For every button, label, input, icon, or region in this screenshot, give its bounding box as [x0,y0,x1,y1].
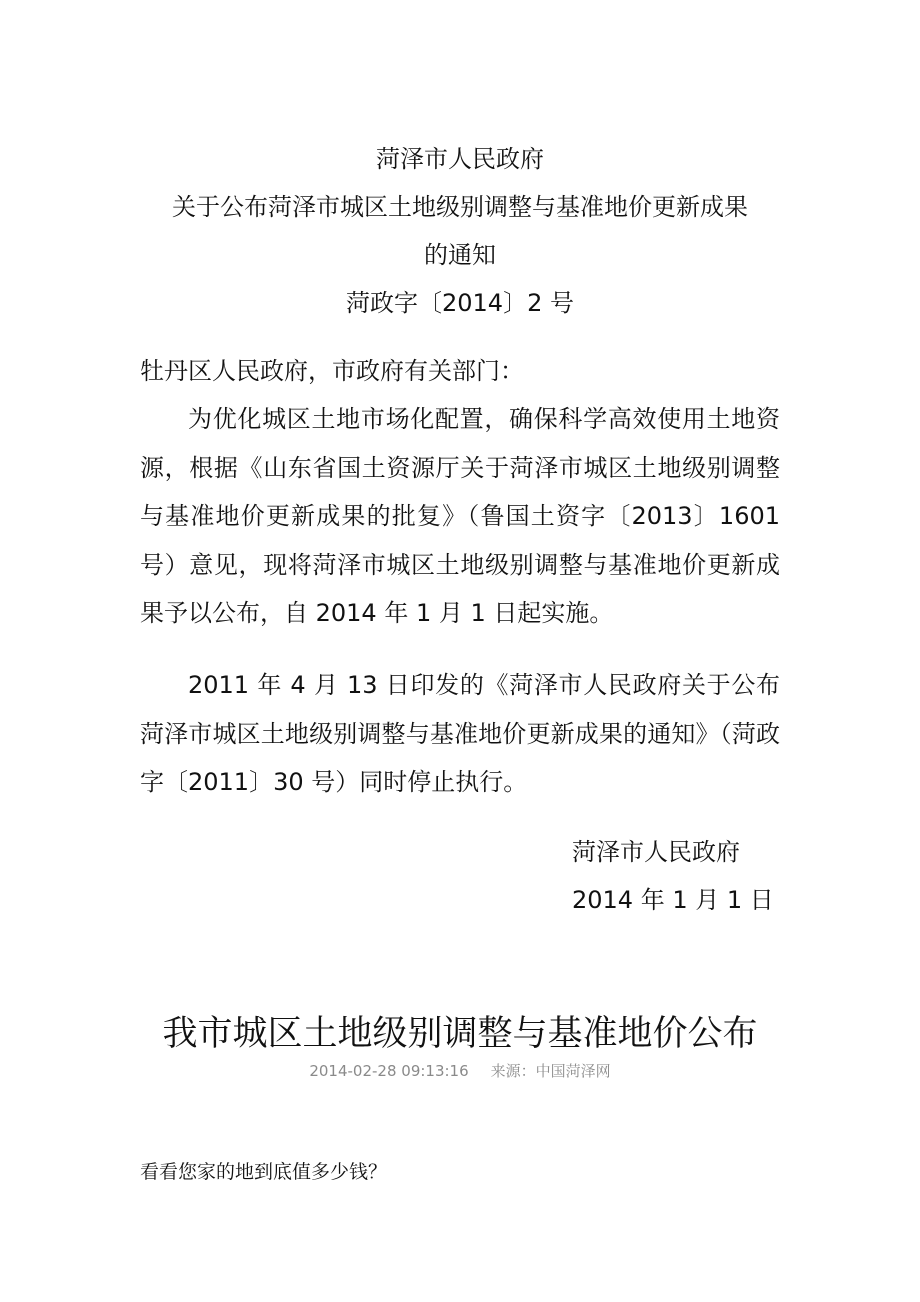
article-timestamp: 2014-02-28 09:13:16 [309,1062,469,1080]
document-number: 菏政字〔2014〕2 号 [346,289,574,317]
notice-title-line-1: 关于公布菏泽市城区土地级别调整与基准地价更新成果 [172,193,748,221]
salutation: 牡丹区人民政府，市政府有关部门： [140,357,524,385]
notice-title-line-2: 的通知 [424,241,496,269]
notice-header [0,135,920,327]
notice-paragraph-1: 为优化城区土地市场化配置，确保科学高效使用土地资源，根据《山东省国土资源厅关于菏泽市城区土地级别调整与基准地价更新成果的批复》（鲁国土资字〔2013〕1601 号）意见，现将菏泽市城区土地级别调整与基准地价更新成果予以公布，自 2014 年 1 月 1 日起实施。 [140,405,780,627]
signature-block [572,828,774,924]
article-title: 我市城区土地级别调整与基准地价公布 [162,1014,758,1054]
article-intro: 看看您家的地到底值多少钱？ [140,1161,388,1183]
article-meta [0,1060,920,1082]
notice-paragraph-2: 2011 年 4 月 13 日印发的《菏泽市人民政府关于公布菏泽市城区土地级别调整与基准地价更新成果的通知》（菏政字〔2011〕30 号）同时停止执行。 [140,671,780,796]
article-source: 来源：中国菏泽网 [490,1062,611,1080]
issuer-title: 菏泽市人民政府 [376,145,544,173]
signature-date: 2014 年 1 月 1 日 [572,886,774,914]
signature-organization: 菏泽市人民政府 [572,838,740,866]
